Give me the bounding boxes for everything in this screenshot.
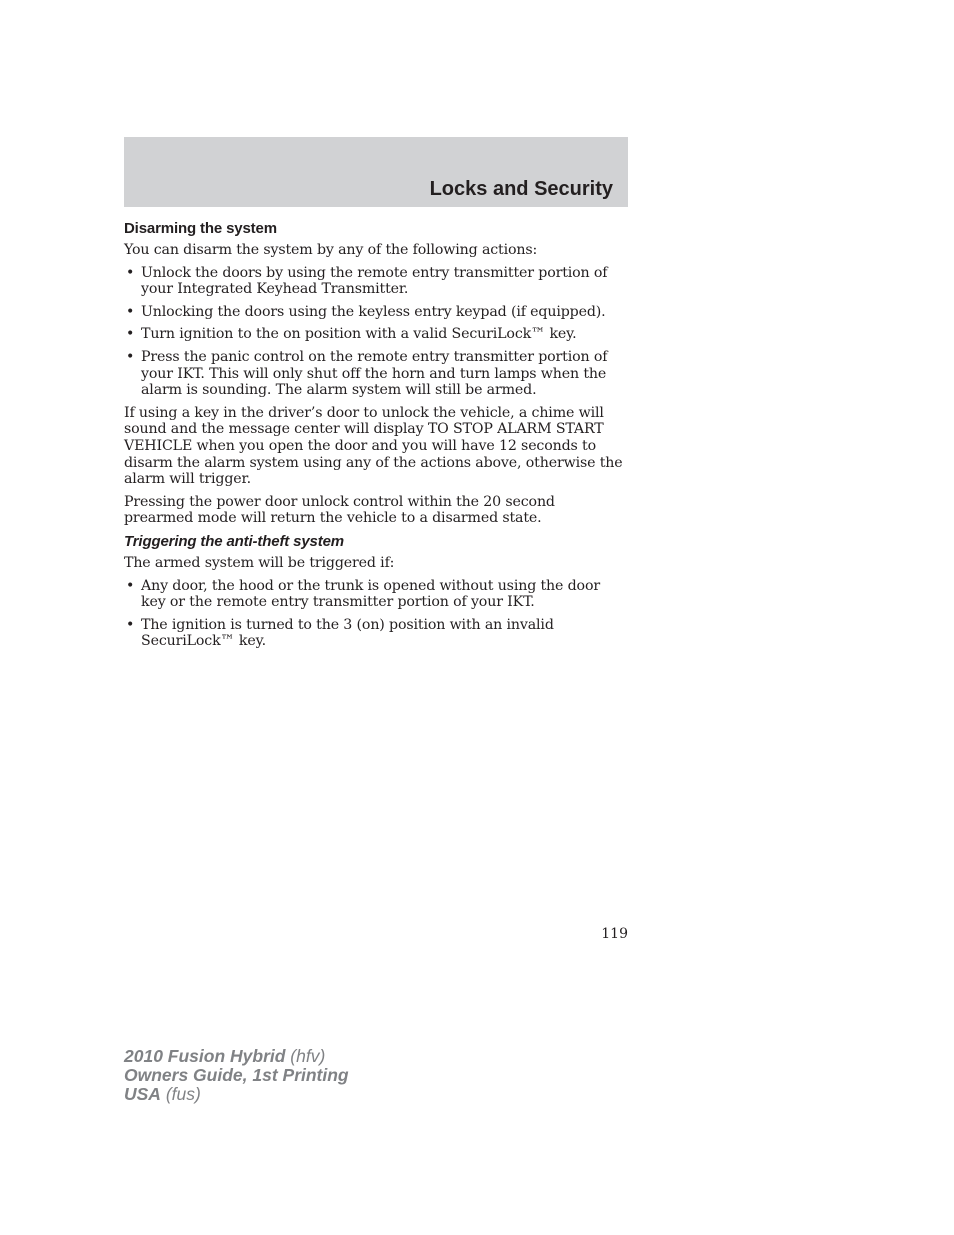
body-paragraph: If using a key in the driver’s door to unlock the vehicle, a chime will sound and the message center will display TO STOP ALARM START VEHICLE when you open the door and you will have 12 seconds to disarm the alarm system using any of the actions above, otherwise the alarm will trigger. xyxy=(124,404,623,488)
bullet-icon: • xyxy=(126,577,135,594)
footer-model: 2010 Fusion Hybrid xyxy=(124,1046,286,1066)
page-title: Locks and Security xyxy=(429,178,613,200)
bullet-icon: • xyxy=(126,348,135,365)
footer-line xyxy=(124,1047,349,1066)
list-item xyxy=(124,617,628,650)
document-footer xyxy=(124,1047,349,1104)
list-item-text: Any door, the hood or the trunk is opened without using the door key or the remote entry transmitter portion of your IKT. xyxy=(141,577,600,611)
section-heading: Disarming the system xyxy=(124,220,277,237)
list-item xyxy=(124,326,628,343)
bullet-icon: • xyxy=(126,616,135,633)
footer-market: USA xyxy=(124,1084,161,1104)
footer-market-code: (fus) xyxy=(160,1084,201,1104)
main-content xyxy=(124,220,628,656)
list-item-text: Unlock the doors by using the remote entry transmitter portion of your Integrated Keyhead Transmitter. xyxy=(141,264,608,298)
list-item xyxy=(124,578,628,611)
list-item-text: Press the panic control on the remote entry transmitter portion of your IKT. This will only shut off the horn and turn lamps when the alarm is sounding. The alarm system will still be armed. xyxy=(141,348,608,399)
list-item xyxy=(124,349,628,399)
footer-line xyxy=(124,1085,349,1104)
footer-model-code: (hfv) xyxy=(285,1046,326,1066)
subsection-heading: Triggering the anti-theft system xyxy=(124,532,344,550)
bullet-icon: • xyxy=(126,326,135,343)
section-intro: You can disarm the system by any of the following actions: xyxy=(124,242,538,258)
body-paragraph: Pressing the power door unlock control within the 20 second prearmed mode will return the vehicle to a disarmed state. xyxy=(124,493,555,527)
header-band xyxy=(124,137,628,207)
footer-line xyxy=(124,1066,349,1085)
list-item xyxy=(124,304,628,321)
footer-edition: Owners Guide, 1st Printing xyxy=(124,1065,349,1085)
list-item-text: The ignition is turned to the 3 (on) position with an invalid SecuriLock™ key. xyxy=(141,616,554,650)
subsection-intro: The armed system will be triggered if: xyxy=(124,554,395,571)
bullet-icon: • xyxy=(126,303,135,320)
list-item xyxy=(124,265,628,298)
disarm-actions-list xyxy=(124,265,628,399)
bullet-icon: • xyxy=(126,264,135,281)
list-item-text: Turn ignition to the on position with a valid SecuriLock™ key. xyxy=(141,326,577,343)
trigger-conditions-list xyxy=(124,578,628,650)
page-number: 119 xyxy=(601,926,628,942)
list-item-text: Unlocking the doors using the keyless entry keypad (if equipped). xyxy=(141,303,606,320)
